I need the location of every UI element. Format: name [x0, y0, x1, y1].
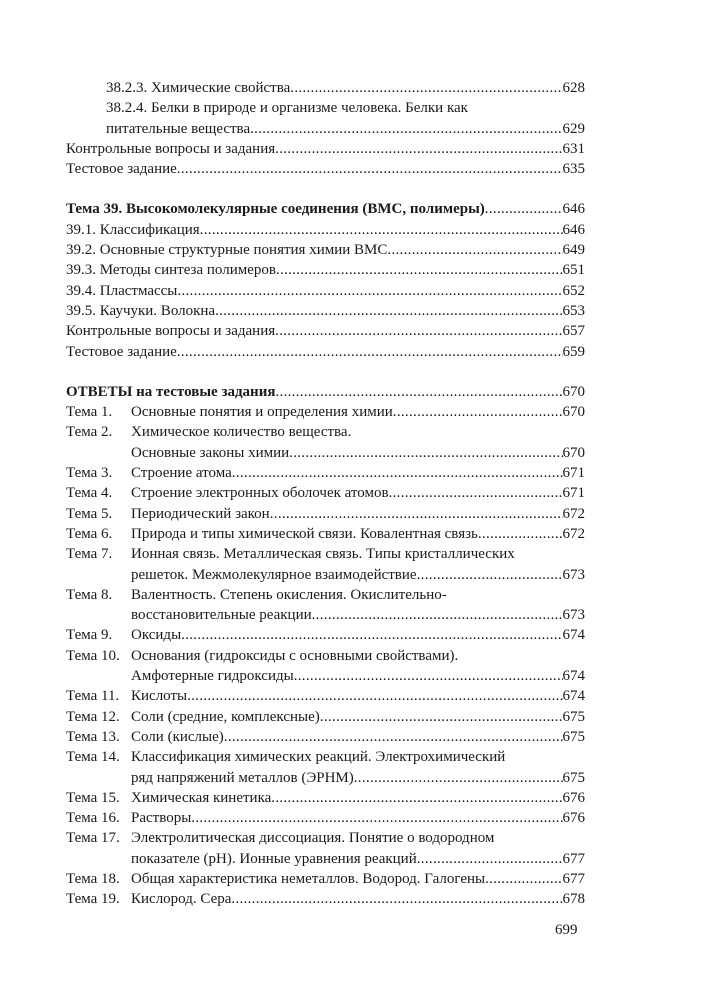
dot-leader	[320, 707, 563, 727]
dot-leader	[177, 281, 562, 301]
toc-entry-title-continued: показателе (pH). Ионные уравнения реакций	[131, 850, 417, 867]
dot-leader	[354, 768, 563, 788]
toc-topic-title: ОТВЕТЫ на тестовые задания	[66, 383, 276, 400]
toc-answer-topic-2-continued[interactable]	[66, 443, 585, 463]
toc-entry-39-5[interactable]	[66, 301, 585, 321]
dot-leader	[200, 220, 563, 240]
dot-leader	[389, 483, 563, 503]
toc-entry-title: Кислоты	[131, 688, 188, 705]
dot-leader	[290, 78, 562, 98]
dot-leader	[275, 382, 562, 402]
toc-page-number: 657	[562, 323, 585, 340]
toc-entry-title: Растворы	[131, 810, 192, 827]
toc-page-number: 659	[562, 343, 585, 360]
toc-entry-title: 39.2. Основные структурные понятия химии ВМС	[66, 242, 388, 259]
toc-entry-title-continued: питательные вещества	[106, 120, 251, 137]
dot-leader	[275, 139, 562, 159]
topic-number: Тема 7.	[66, 546, 113, 563]
topic-number: Тема 3.	[66, 465, 113, 482]
topic-number: Тема 13.	[66, 728, 120, 745]
toc-entry-title: Классификация химических реакций. Электрохимический	[131, 749, 506, 766]
toc-entry-title-continued: Основные законы химии	[131, 444, 290, 461]
toc-page-number: 674	[562, 627, 585, 644]
toc-entry-title: Природа и типы химической связи. Ковалентная связь	[131, 525, 478, 542]
toc-entry-39-4[interactable]	[66, 281, 585, 301]
toc-entry-title: Химическое количество вещества.	[131, 424, 352, 441]
toc-answer-topic-14[interactable]	[66, 747, 585, 767]
toc-answer-topic-6[interactable]	[66, 524, 585, 544]
toc-entry-title: Соли (средние, комплексные)	[131, 708, 320, 725]
topic-number: Тема 5.	[66, 505, 113, 522]
toc-answer-topic-3[interactable]	[66, 463, 585, 483]
toc-answer-topic-4[interactable]	[66, 483, 585, 503]
toc-page-number: 646	[562, 201, 585, 218]
toc-entry-test-39[interactable]	[66, 342, 585, 362]
dot-leader	[312, 605, 563, 625]
dot-leader	[215, 301, 562, 321]
toc-entry-test-38[interactable]	[66, 159, 585, 179]
toc-entry-title: Тестовое задание	[66, 343, 177, 360]
dot-leader	[270, 504, 563, 524]
toc-entry-title-continued: решеток. Межмолекулярное взаимодействие	[131, 566, 417, 583]
topic-number: Тема 6.	[66, 525, 113, 542]
toc-entry-title: Ионная связь. Металлическая связь. Типы кристаллических	[131, 546, 515, 563]
toc-answer-topic-13[interactable]	[66, 727, 585, 747]
toc-page-number: 653	[562, 302, 585, 319]
dot-leader	[485, 199, 563, 219]
toc-page-number: 672	[562, 525, 585, 542]
topic-number: Тема 16.	[66, 810, 120, 827]
toc-answer-topic-7-continued[interactable]	[66, 565, 585, 585]
toc-answer-topic-12[interactable]	[66, 707, 585, 727]
toc-page-number: 670	[562, 383, 585, 400]
dot-leader	[387, 240, 562, 260]
toc-entry-title: Общая характеристика неметаллов. Водород. Галогены	[131, 870, 486, 887]
toc-entry-title: Периодический закон	[131, 505, 270, 522]
topic-number: Тема 8.	[66, 586, 113, 603]
toc-page-number: 671	[562, 485, 585, 502]
toc-answer-topic-1[interactable]	[66, 402, 585, 422]
toc-page-number: 628	[562, 80, 585, 96]
dot-leader	[478, 524, 563, 544]
toc-entry-control-questions-38[interactable]	[66, 139, 585, 159]
toc-page-number: 635	[562, 161, 585, 178]
toc-entry-title: 39.3. Методы синтеза полимеров	[66, 262, 276, 279]
toc-answer-topic-2[interactable]	[66, 422, 585, 442]
toc-page-number: 629	[562, 120, 585, 137]
toc-entry-title: Тестовое задание	[66, 161, 177, 178]
toc-answer-topic-15[interactable]	[66, 788, 585, 808]
toc-entry-title: 39.1. Классификация	[66, 221, 200, 238]
topic-number: Тема 4.	[66, 485, 113, 502]
toc-page-number: 670	[562, 404, 585, 421]
toc-entry-title: 38.2.3. Химические свойства	[106, 80, 291, 96]
toc-entry-38-2-3[interactable]	[66, 78, 585, 98]
toc-entry-title: 39.4. Пластмассы	[66, 282, 178, 299]
dot-leader	[417, 565, 563, 585]
toc-entry-control-questions-39[interactable]	[66, 321, 585, 341]
toc-answer-topic-18[interactable]	[66, 869, 585, 889]
dot-leader	[276, 260, 563, 280]
toc-page-number: 671	[562, 465, 585, 482]
dot-leader	[485, 869, 562, 889]
toc-entry-title-continued: Амфотерные гидроксиды	[131, 668, 294, 685]
toc-entry-title: Контрольные вопросы и задания	[66, 323, 276, 340]
toc-entry-39-3[interactable]	[66, 260, 585, 280]
dot-leader	[187, 686, 562, 706]
toc-entry-title: Соли (кислые)	[131, 728, 224, 745]
dot-leader	[231, 889, 562, 909]
toc-entry-39-2[interactable]	[66, 240, 585, 260]
toc-page-number: 631	[562, 140, 585, 157]
section-gap	[66, 179, 585, 199]
toc-page-number: 672	[562, 505, 585, 522]
dot-leader	[289, 443, 562, 463]
toc-page-number: 677	[562, 870, 585, 887]
section-gap	[66, 362, 585, 382]
topic-number: Тема 2.	[66, 424, 113, 441]
toc-entry-title: Строение электронных оболочек атомов	[131, 485, 389, 502]
toc-answer-topic-19[interactable]	[66, 889, 585, 909]
topic-number: Тема 11.	[66, 688, 120, 705]
toc-entry-title-continued: ряд напряжений металлов (ЭРНМ)	[131, 769, 354, 786]
toc-answer-topic-14-continued[interactable]	[66, 768, 585, 788]
toc-entry-title: Контрольные вопросы и задания	[66, 140, 276, 157]
toc-page-number: 674	[562, 688, 585, 705]
toc-page-number: 651	[562, 262, 585, 279]
topic-number: Тема 12.	[66, 708, 120, 725]
toc-entry-title: 39.5. Каучуки. Волокна	[66, 302, 216, 319]
toc-answer-topic-10[interactable]	[66, 646, 585, 666]
toc-entry-38-2-4[interactable]	[66, 98, 585, 118]
toc-entry-title: Валентность. Степень окисления. Окислительно-	[131, 586, 447, 603]
toc-entry-title: Оксиды	[131, 627, 182, 644]
dot-leader	[294, 666, 563, 686]
toc-page-number: 646	[562, 221, 585, 238]
topic-number: Тема 18.	[66, 870, 120, 887]
dot-leader	[177, 159, 563, 179]
toc-answer-topic-8[interactable]	[66, 585, 585, 605]
toc-page-number: 675	[562, 708, 585, 725]
toc-page-number: 652	[562, 282, 585, 299]
dot-leader	[393, 402, 563, 422]
toc-answer-topic-16[interactable]	[66, 808, 585, 828]
toc-answer-topic-11[interactable]	[66, 686, 585, 706]
toc-page-number: 676	[562, 789, 585, 806]
topic-number: Тема 1.	[66, 404, 113, 421]
dot-leader	[177, 342, 563, 362]
toc-answers-heading[interactable]	[66, 382, 585, 402]
table-of-contents	[66, 78, 585, 910]
toc-entry-title: Кислород. Сера	[131, 891, 232, 908]
toc-answer-topic-5[interactable]	[66, 504, 585, 524]
toc-entry-title: Основные понятия и определения химии	[131, 404, 393, 421]
toc-page-number: 675	[562, 728, 585, 745]
toc-page-number: 676	[562, 810, 585, 827]
topic-number: Тема 15.	[66, 789, 120, 806]
dot-leader	[191, 808, 562, 828]
dot-leader	[271, 788, 562, 808]
toc-page-number: 673	[562, 607, 585, 624]
topic-number: Тема 14.	[66, 749, 120, 766]
dot-leader	[250, 119, 562, 139]
toc-entry-title: Основания (гидроксиды с основными свойствами).	[131, 647, 459, 664]
topic-number: Тема 17.	[66, 830, 120, 847]
dot-leader	[181, 625, 562, 645]
toc-answer-topic-9[interactable]	[66, 625, 585, 645]
toc-entry-title: Строение атома	[131, 465, 232, 482]
toc-entry-title: Химическая кинетика	[131, 789, 272, 806]
toc-page-number: 677	[562, 850, 585, 867]
toc-page-number: 674	[562, 668, 585, 685]
topic-number: Тема 9.	[66, 627, 113, 644]
toc-topic-39-heading[interactable]	[66, 199, 585, 219]
dot-leader	[224, 727, 563, 747]
toc-page-number: 675	[562, 769, 585, 786]
dot-leader	[232, 463, 563, 483]
toc-page-number: 670	[562, 444, 585, 461]
toc-entry-title: Электролитическая диссоциация. Понятие о водородном	[131, 830, 495, 847]
page-number: 699	[555, 922, 578, 938]
topic-number: Тема 10.	[66, 647, 120, 664]
toc-page-number: 649	[562, 242, 585, 259]
toc-answer-topic-7[interactable]	[66, 544, 585, 564]
toc-topic-title: Тема 39. Высокомолекулярные соединения (ВМС, полимеры)	[66, 201, 485, 218]
dot-leader	[275, 321, 562, 341]
toc-entry-title: 38.2.4. Белки в природе и организме человека. Белки как	[106, 100, 468, 117]
toc-answer-topic-17-continued[interactable]	[66, 849, 585, 869]
toc-entry-38-2-4-continued[interactable]	[66, 119, 585, 139]
toc-entry-39-1[interactable]	[66, 220, 585, 240]
toc-entry-title-continued: восстановительные реакции	[131, 607, 312, 624]
toc-page-number: 678	[562, 891, 585, 908]
toc-page-number: 673	[562, 566, 585, 583]
toc-answer-topic-10-continued[interactable]	[66, 666, 585, 686]
toc-answer-topic-8-continued[interactable]	[66, 605, 585, 625]
dot-leader	[417, 849, 563, 869]
toc-answer-topic-17[interactable]	[66, 828, 585, 848]
topic-number: Тема 19.	[66, 891, 120, 908]
